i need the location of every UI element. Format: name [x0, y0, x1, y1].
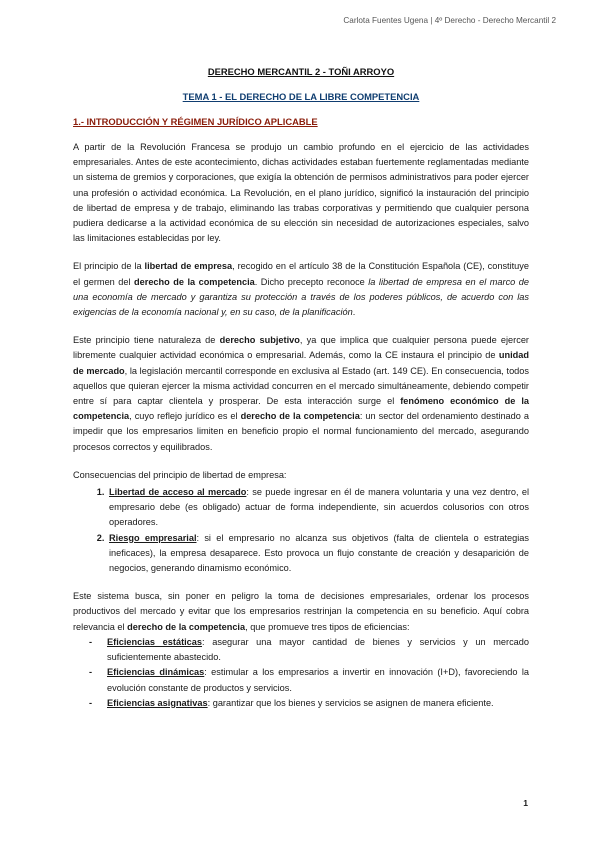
section-heading: 1.- INTRODUCCIÓN Y RÉGIMEN JURÍDICO APLICABLE	[73, 116, 318, 127]
page-number: 1	[523, 798, 528, 808]
document-title: DERECHO MERCANTIL 2 - TOÑI ARROYO	[207, 66, 395, 77]
efficiencies-list	[73, 635, 529, 711]
list-item: - Eficiencias dinámicas: estimular a los empresarios a invertir en innovación (I+D), favoreciendo la evolución constante de productos y servicios.	[107, 665, 529, 695]
document-body	[73, 66, 529, 711]
document-subtitle: TEMA 1 - EL DERECHO DE LA LIBRE COMPETENCIA	[182, 91, 420, 102]
page-header: Carlota Fuentes Ugena | 4º Derecho - Derecho Mercantil 2	[343, 16, 556, 25]
list-item: 1. Libertad de acceso al mercado: se puede ingresar en él de manera voluntaria y una vez dentro, el empresario debe (es obligado) actuar de forma independiente, sin acuerdos colusorios con otros operadores.	[107, 485, 529, 531]
paragraph-derecho-subjetivo: Este principio tiene naturaleza de derecho subjetivo, ya que implica que cualquier persona puede ejercer libremente cualquier actividad económica o empresarial. Además, como la CE instaura el principio de unidad de mercado, la legislación mercantil corresponde en exclusiva al Estado (art. 149 CE). En consecuencia, todos aquellos que quieran ejercer la misma actividad concurren en el mercado simultáneamente, debiendo competir entre sí para captar clientela y prosperar. De esta interacción surge el fenómeno económico de la competencia, cuyo reflejo jurídico es el derecho de la competencia: un sector del ordenamiento destinado a impedir que los empresarios limiten en beneficio propio el normal funcionamiento del mercado, asegurando procesos correctos y equilibrados.	[73, 335, 530, 452]
paragraph-intro: A partir de la Revolución Francesa se produjo un cambio profundo en el ejercicio de las actividades empresariales. Antes de este acontecimiento, dichas actividades estaban fuertemente reglamentadas mediante un sistema de gremios y corporaciones, que exigía la obtención de permisos administrativos para poder ejercer una profesión o actividad económica. La Revolución, en el plano jurídico, significó la instauración del principio de libertad de empresa y de trabajo, eliminando las trabas corporativas y permitiendo que cualquier persona pudiera dedicarse a la actividad económica de su elección sin necesidad de autorizaciones especiales, salvo las limitaciones establecidas por ley.	[73, 142, 529, 244]
paragraph-sistema: Este sistema busca, sin poner en peligro la toma de decisiones empresariales, ordenar los procesos productivos del mercado y evitar que los empresarios restrinjan la competencia en su beneficio. Aquí cobra relevancia el derecho de la competencia, que promueve tres tipos de eficiencias:	[73, 591, 529, 632]
list-item: 2. Riesgo empresarial: si el empresario no alcanza sus objetivos (falta de clientela o estrategias ineficaces), la empresa desaparece. Esto provoca un flujo constante de creación y desaparición de negocios, generando dinamismo económico.	[107, 531, 529, 577]
consequences-list	[73, 485, 529, 576]
paragraph-consecuencias: Consecuencias del principio de libertad de empresa:	[73, 469, 287, 480]
paragraph-libertad-empresa: El principio de la libertad de empresa, recogido en el artículo 38 de la Constitución Española (CE), constituye el germen del derecho de la competencia. Dicho precepto reconoce la libertad de empresa en el marco de una economía de mercado y garantiza su protección a través de los poderes públicos, de acuerdo con las exigencias de la economía nacional y, en su caso, de la planificación.	[73, 261, 529, 318]
list-item: - Eficiencias estáticas: asegurar una mayor cantidad de bienes y servicios y un mercado suficientemente abastecido.	[107, 635, 529, 665]
list-item: - Eficiencias asignativas: garantizar que los bienes y servicios se asignen de manera eficiente.	[107, 696, 529, 711]
